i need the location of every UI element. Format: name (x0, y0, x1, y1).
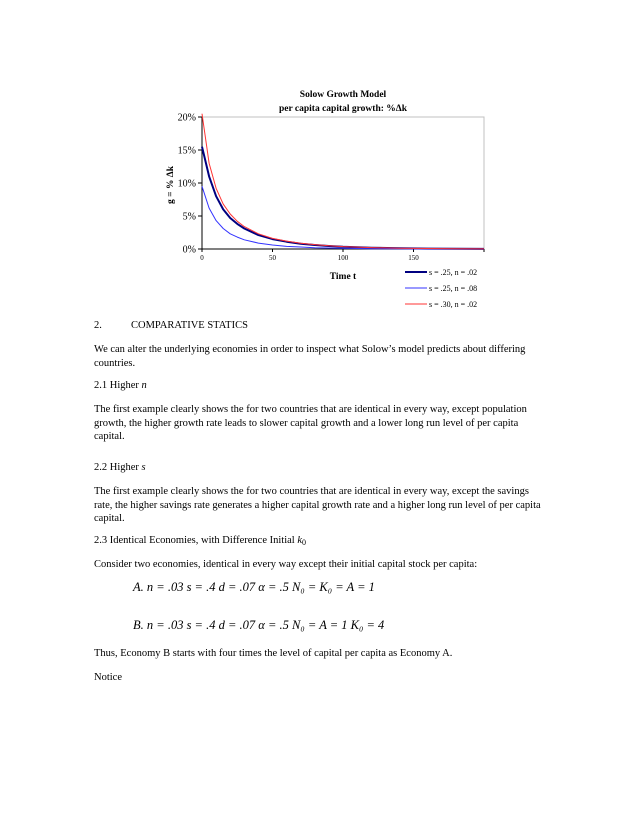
notice-text: Notice (94, 672, 122, 683)
series-line-2 (202, 186, 484, 249)
y-tick-label: 20% (177, 112, 196, 124)
x-tick-label: 100 (337, 254, 349, 262)
section-2-intro: We can alter the underlying economies in order to inspect what Solow’s model predicts about differing countries. (94, 344, 526, 369)
section-2-number: 2. (94, 320, 102, 331)
x-axis-label: Time t (329, 272, 357, 282)
y-tick-label: 10% (177, 178, 196, 190)
y-axis-label: g = % Δk (166, 165, 176, 205)
y-tick-label: 0% (182, 244, 196, 256)
equation-economy-b: B. n = .03 s = .4 d = .07 α = .5 N₀ = A = 1 K₀ = 4 (133, 618, 385, 632)
legend-label-1: s = .25, n = .02 (429, 268, 478, 277)
x-tick-label: 150 (408, 254, 419, 262)
section-2-3-heading: 2.3 Identical Economies, with Difference Initial $k_0$ (94, 535, 306, 547)
y-tick-label: 15% (177, 145, 196, 157)
conclusion-text: Thus, Economy B starts with four times the level of capital per capita as Economy A. (94, 648, 453, 659)
y-tick-label: 5% (182, 211, 196, 223)
section-2-1-text: The first example clearly shows the for two countries that are identical in every way, except population growth, the higher growth rate leads to slower capital growth and a lower long run level of per capita capital. (94, 404, 527, 442)
section-2-2-text: The first example clearly shows the for two countries that are identical in every way, except the savings rate, the higher savings rate generates a higher capital growth rate and a higher long run level of per capita capital. (94, 486, 541, 524)
chart-title: Solow Growth Model (299, 90, 387, 100)
chart-subtitle: per capita capital growth: %Δk (278, 104, 408, 114)
legend-label-2: s = .25, n = .08 (429, 284, 478, 293)
x-tick-label: 0 (200, 254, 204, 262)
section-2-1-heading: 2.1 Higher n (94, 380, 147, 391)
x-tick-label: 50 (269, 254, 276, 262)
series-line-1 (202, 147, 484, 249)
section-2-2-heading: 2.2 Higher s (94, 462, 146, 473)
legend-label-3: s = .30, n = .02 (429, 300, 478, 309)
solow-growth-chart (0, 0, 638, 320)
section-2-3-text: Consider two economies, identical in every way except their initial capital stock per capita: (94, 559, 478, 570)
section-2-heading: COMPARATIVE STATICS (131, 320, 248, 331)
equation-economy-a: A. n = .03 s = .4 d = .07 α = .5 N₀ = K₀ = A = 1 (133, 580, 375, 594)
